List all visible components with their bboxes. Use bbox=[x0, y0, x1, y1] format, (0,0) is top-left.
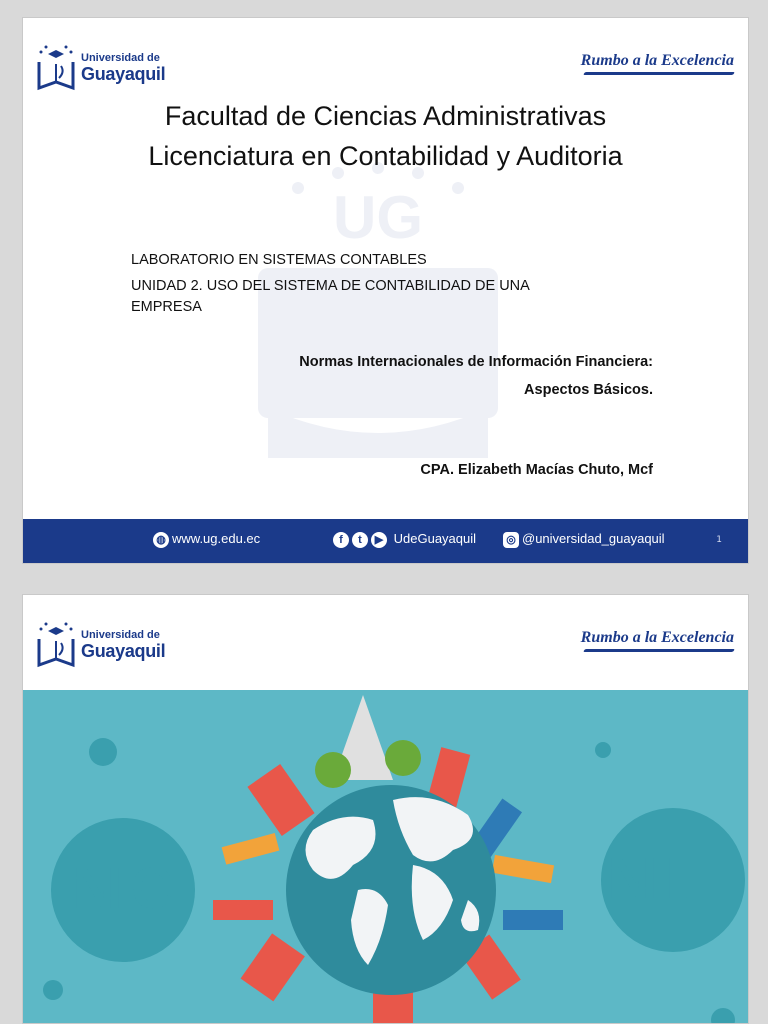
page-number: 1 bbox=[716, 535, 722, 545]
logo-line1: Universidad de bbox=[81, 52, 160, 64]
slogan: Rumbo a la Excelencia bbox=[580, 52, 734, 69]
program-title: Licenciatura en Contabilidad y Auditoria bbox=[148, 141, 623, 171]
slide-2 bbox=[22, 594, 749, 1024]
course-name: LABORATORIO EN SISTEMAS CONTABLES bbox=[131, 252, 427, 268]
author: CPA. Elizabeth Macías Chuto, Mcf bbox=[420, 462, 653, 478]
youtube-icon[interactable]: ▶ bbox=[371, 532, 387, 548]
slogan-underline bbox=[583, 649, 735, 652]
svg-text:UG: UG bbox=[333, 184, 423, 251]
university-logo[interactable] bbox=[35, 38, 165, 96]
university-logo[interactable] bbox=[35, 615, 165, 673]
logo-line2: Guayaquil bbox=[81, 64, 166, 84]
globe-icon: ◍ bbox=[153, 532, 169, 548]
niif-label: NIIF bbox=[608, 846, 718, 911]
website-link[interactable]: ◍ www.ug.edu.ec bbox=[153, 531, 260, 548]
slide-footer bbox=[23, 519, 748, 563]
topic-line1: Normas Internacionales de Información Financiera: bbox=[299, 354, 653, 370]
instagram-icon: ◎ bbox=[503, 532, 519, 548]
unit-name: UNIDAD 2. USO DEL SISTEMA DE CONTABILIDAD DE UNA EMPRESA bbox=[131, 278, 530, 315]
logo-line2: Guayaquil bbox=[81, 641, 166, 661]
university-crest-icon bbox=[35, 619, 77, 669]
facebook-icon[interactable]: f bbox=[333, 532, 349, 548]
nic-niif-banner bbox=[22, 690, 749, 1024]
logo-line1: Universidad de bbox=[81, 629, 160, 641]
twitter-icon[interactable]: t bbox=[352, 532, 368, 548]
slogan-underline bbox=[583, 72, 735, 75]
social-links[interactable] bbox=[333, 531, 476, 548]
social-handle: UdeGuayaquil bbox=[393, 531, 477, 546]
instagram-link[interactable]: ◎ @universidad_guayaquil bbox=[503, 531, 665, 548]
nic-label: NIC bbox=[73, 856, 173, 921]
faculty-title: Facultad de Ciencias Administrativas bbox=[164, 101, 607, 131]
university-crest-icon bbox=[35, 42, 77, 92]
slide-1 bbox=[22, 17, 749, 564]
topic-line2: Aspectos Básicos. bbox=[524, 382, 653, 398]
slogan: Rumbo a la Excelencia bbox=[580, 629, 734, 646]
